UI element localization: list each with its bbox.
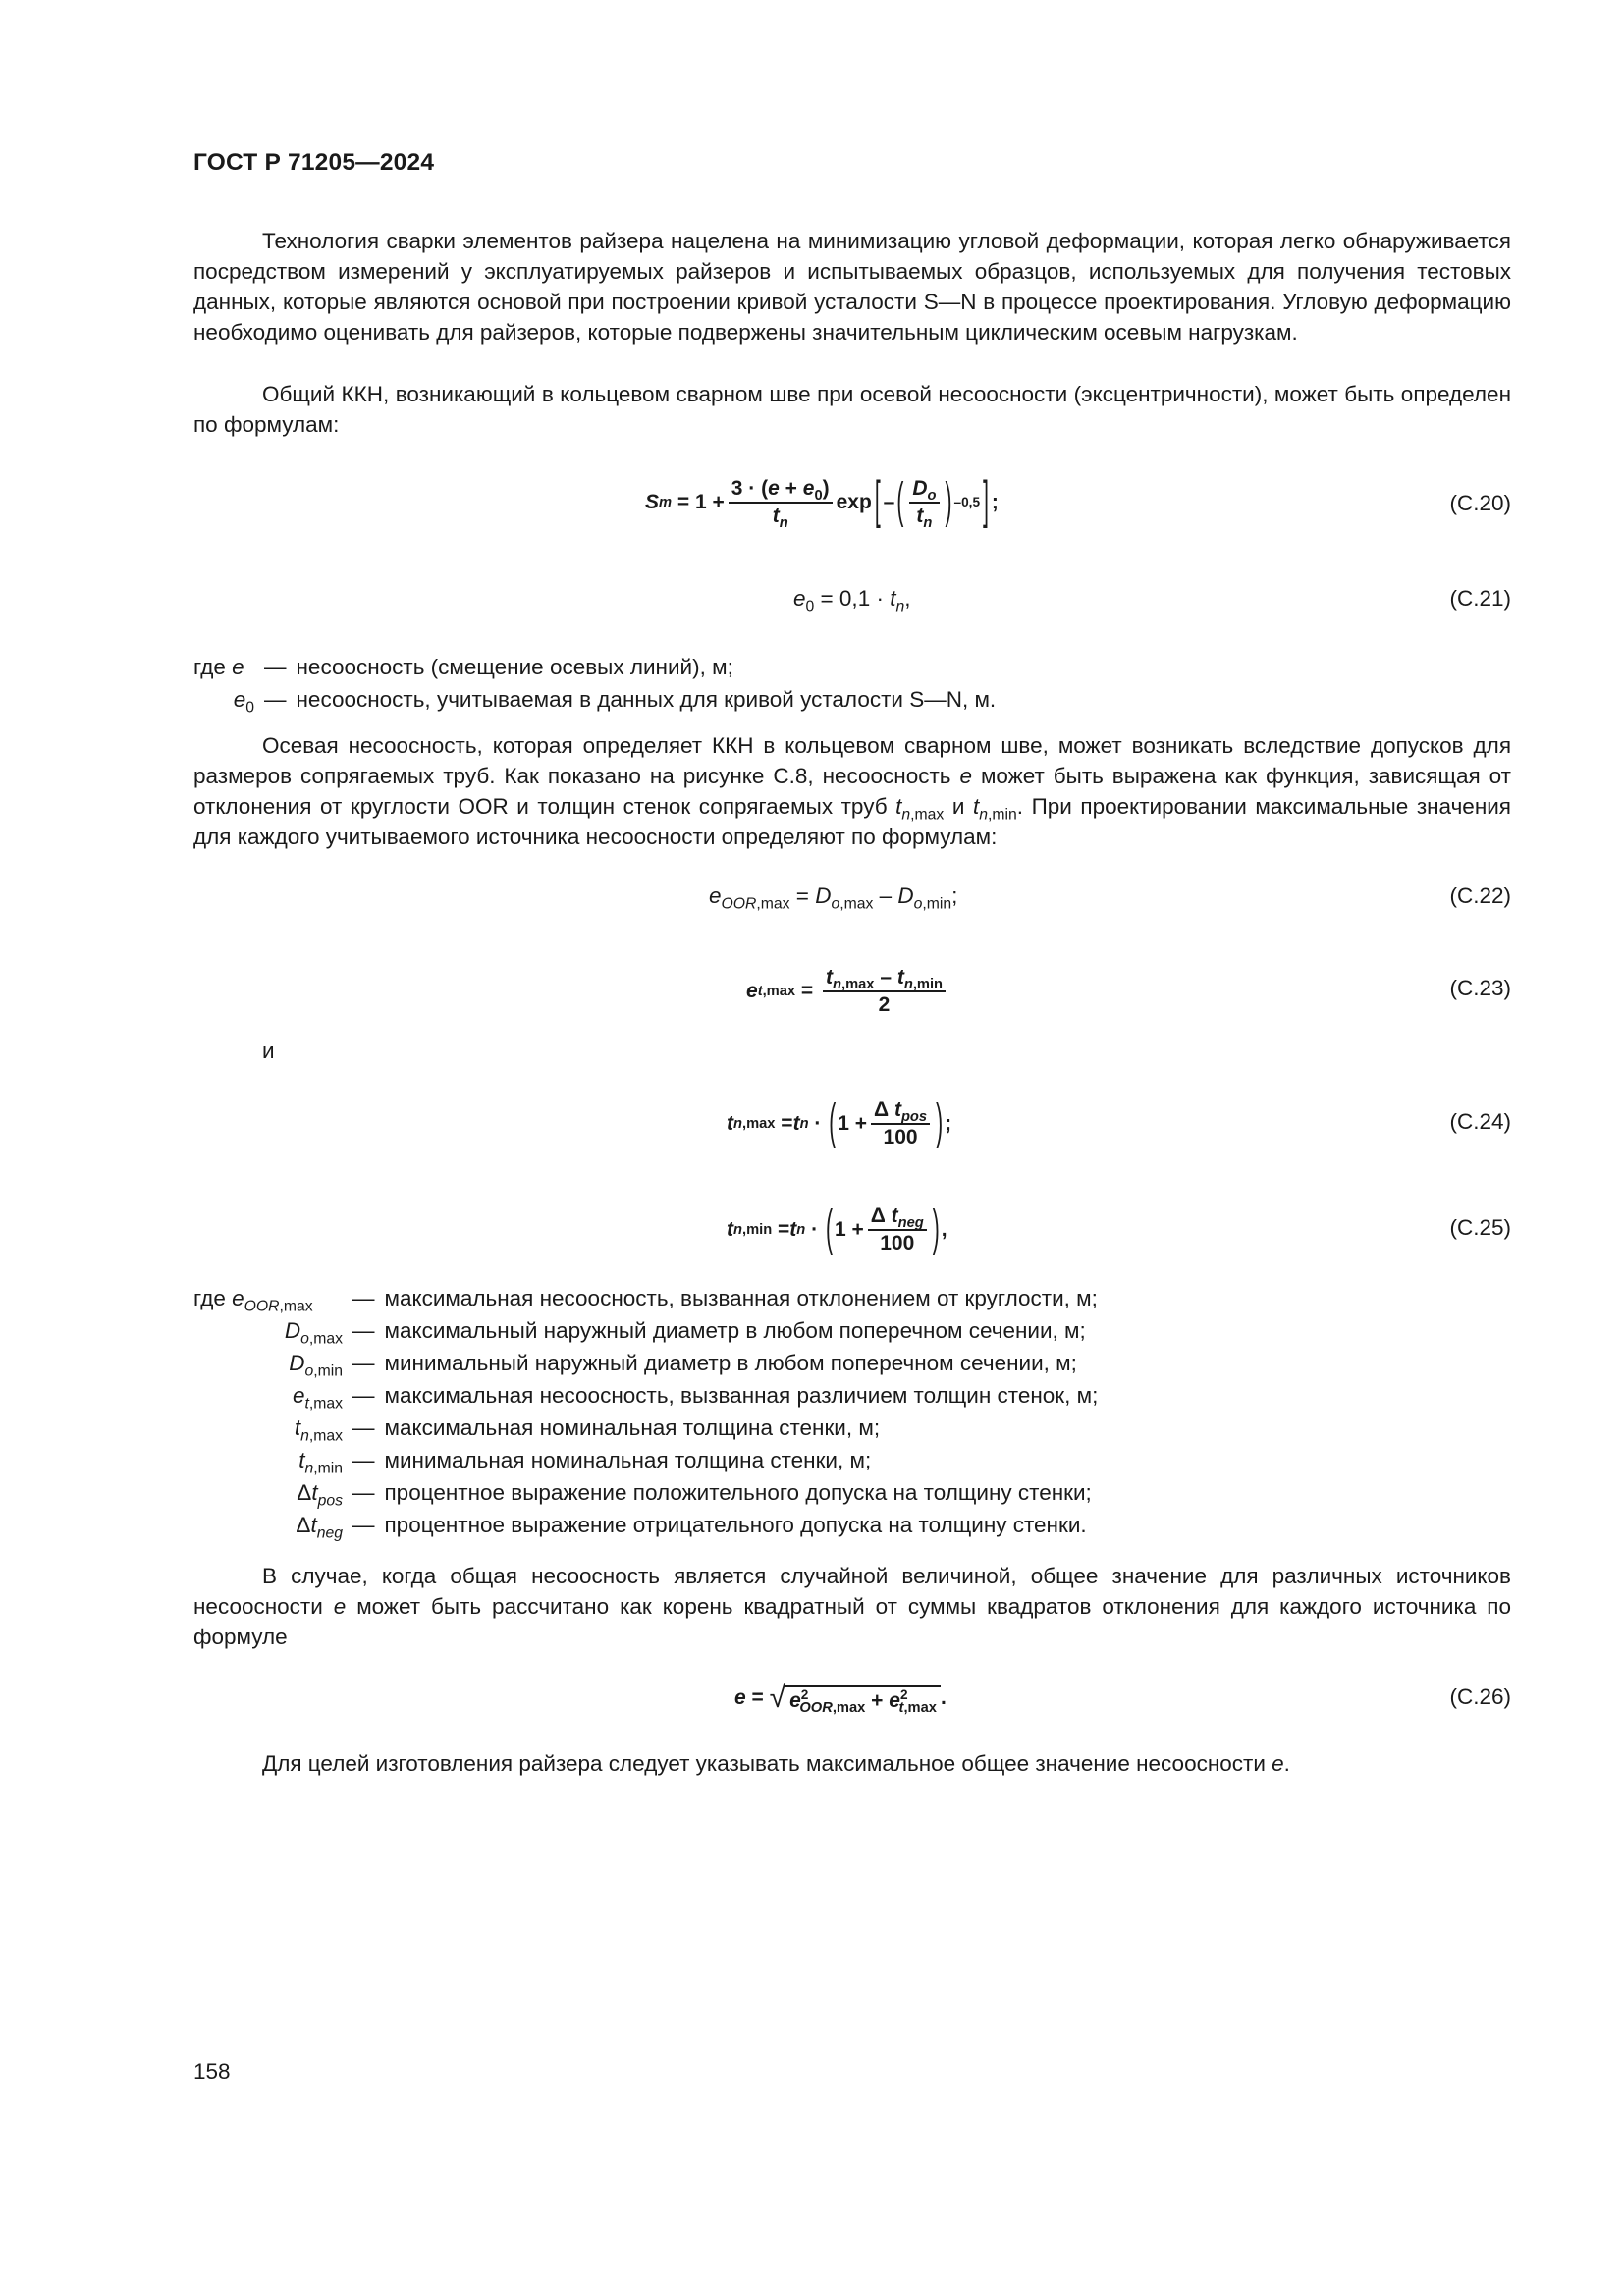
equation-number-c24: (С.24) xyxy=(1449,1109,1511,1134)
where-2-row-tnmin: $t_{n,min}$ — минимальная номинальная толщина стенки, м; xyxy=(193,1444,1098,1476)
formula-c21: $e_0 = 0,1 \cdot t_n$, xyxy=(793,586,911,615)
where-2-desc-3: максимальная несоосность, вызванная различием толщин стенок, м; xyxy=(384,1383,1099,1408)
formula-c26: e = √ $e^2_{OOR,max} + e^2_{t,max}$ . xyxy=(734,1682,947,1717)
where-list-2 xyxy=(193,1282,1098,1541)
where-2-desc-5: минимальная номинальная толщина стенки, м; xyxy=(384,1448,872,1472)
where-1-desc-e: несоосность (смещение осевых линий), м; xyxy=(296,655,733,679)
paragraph-4: В случае, когда общая несоосность является случайной величиной, общее значение для различных источников несоосности e может быть рассчитано как корень квадратный от суммы квадратов отклонения для каждого источника по формуле xyxy=(193,1564,1511,1649)
where-2-row-eoor: где $e_{OOR,max}$ — максимальная несоосность, вызванная отклонением от круглости, м; xyxy=(193,1282,1098,1314)
formula-c23: e t,max = $\frac{t_{n,max} - t_{n,min}}{2}$ xyxy=(746,960,949,1023)
where-1-row-e0: $e_0$ — несоосность, учитываемая в данных для кривой усталости S—N, м. xyxy=(193,683,996,716)
formula-c20: S m = 1 + $\frac{3 \cdot (e + e_0)}{t_n}$ exp [ – ( $\frac{D_o}{t_n}$ ) –0,5 ] ; xyxy=(645,473,999,532)
paragraph-3-text-b: может быть выражена как функция, зависящая от отклонения от круглости OOR и толщин стенок сопрягаемых труб xyxy=(193,764,1511,819)
page-number: 158 xyxy=(193,2059,231,2084)
paragraph-1-text: Технология сварки элементов райзера нацелена на минимизацию угловой деформации, которая легко обнаруживается посредством измерений у эксплуатируемых райзеров и испытываемых образцов, используемых для получения тестовых данных, которые являются основой при построении кривой усталости S—N в процессе проектирования. Угловую деформацию необходимо оценивать для райзеров, которые подвержены значительным циклическим осевым нагрузкам. xyxy=(193,229,1511,345)
formula-c24: t n,max = t n · ( 1 + $\frac{\Delta t_{pos}}{100}$ ) ; xyxy=(727,1095,952,1150)
paragraph-3-text-a: Осевая несоосность, которая определяет ККН в кольцевом сварном шве, может возникать вследствие допусков для размеров сопрягаемых труб. Как показано на рисунке С.8, несоосность xyxy=(193,733,1511,788)
paragraph-5-text-a: Для целей изготовления райзера следует указывать максимальное общее значение несоосности xyxy=(262,1751,1272,1776)
paragraph-3-text-c: и xyxy=(944,794,973,819)
where-1-lead: где xyxy=(193,655,226,679)
equation-number-c22: (С.22) xyxy=(1449,883,1511,908)
equation-number-c25: (С.25) xyxy=(1449,1215,1511,1240)
where-2-desc-7: процентное выражение отрицательного допуска на толщину стенки. xyxy=(384,1513,1087,1537)
where-2-desc-1: максимальный наружный диаметр в любом поперечном сечении, м; xyxy=(384,1318,1086,1343)
where-2-row-domin: $D_{o,min}$ — минимальный наружный диаметр в любом поперечном сечении, м; xyxy=(193,1347,1098,1379)
formula-c25: t n,min = t n · ( 1 + $\frac{\Delta t_{neg}}{100}$ ) , xyxy=(727,1201,947,1256)
formula-c22: $e_{OOR,max} = D_{o,max} - D_{o,min}$; xyxy=(709,883,958,913)
where-2-row-domax: $D_{o,max}$ — максимальный наружный диаметр в любом поперечном сечении, м; xyxy=(193,1314,1098,1347)
paragraph-4-text-a: В случае, когда общая несоосность является случайной величиной, общее значение для различных источников несоосности xyxy=(193,1564,1511,1619)
where-1-desc-e0: несоосность, учитываемая в данных для кривой усталости S—N, м. xyxy=(296,687,997,712)
paragraph-3: Осевая несоосность, которая определяет ККН в кольцевом сварном шве, может возникать вследствие допусков для размеров сопрягаемых труб. Как показано на рисунке С.8, несоосность e может быть выражена как функция, зависящая от отклонения от круглости OOR и толщин стенок сопрягаемых труб $t_{n,max}$ и $t_{n,min}$. При проектировании максимальные значения для каждого учитываемого источника несоосности определяют по формулам: xyxy=(193,733,1511,849)
equation-number-c21: (С.21) xyxy=(1449,586,1511,611)
where-2-desc-0: максимальная несоосность, вызванная отклонением от круглости, м; xyxy=(384,1286,1098,1310)
equation-number-c26: (С.26) xyxy=(1449,1684,1511,1709)
paragraph-1 xyxy=(193,226,1511,347)
paragraph-2 xyxy=(193,379,1511,440)
paragraph-5: Для целей изготовления райзера следует указывать максимальное общее значение несоосности e. xyxy=(262,1751,1290,1776)
where-2-desc-6: процентное выражение положительного допуска на толщину стенки; xyxy=(384,1480,1092,1505)
where-1-row-e: где e — несоосность (смещение осевых линий), м; xyxy=(193,651,996,683)
document-header: ГОСТ Р 71205—2024 xyxy=(193,149,435,176)
paragraph-2-text: Общий ККН, возникающий в кольцевом сварном шве при осевой несоосности (эксцентричности), может быть определен по формулам: xyxy=(193,382,1511,437)
where-2-desc-2: минимальный наружный диаметр в любом поперечном сечении, м; xyxy=(384,1351,1077,1375)
paragraph-5-text-b: . xyxy=(1283,1751,1290,1776)
paragraph-3-text-d: . При проектировании максимальные значения для каждого учитываемого источника несоосности определяют по формулам: xyxy=(193,794,1511,849)
where-2-desc-4: максимальная номинальная толщина стенки, м; xyxy=(384,1415,881,1440)
conjunction-and: и xyxy=(262,1039,275,1063)
where-2-row-dtpos: $\Delta t_{pos}$ — процентное выражение положительного допуска на толщину стенки; xyxy=(193,1476,1098,1509)
equation-number-c23: (С.23) xyxy=(1449,976,1511,1000)
where-2-row-dtneg: $\Delta t_{neg}$ — процентное выражение отрицательного допуска на толщину стенки. xyxy=(193,1509,1098,1541)
where-2-row-tnmax: $t_{n,max}$ — максимальная номинальная толщина стенки, м; xyxy=(193,1412,1098,1444)
where-2-row-etmax: $e_{t,max}$ — максимальная несоосность, вызванная различием толщин стенок, м; xyxy=(193,1379,1098,1412)
where-list-1 xyxy=(193,651,996,716)
equation-number-c20: (С.20) xyxy=(1449,491,1511,515)
paragraph-4-text-b: может быть рассчитано как корень квадратный от суммы квадратов отклонения для каждого источника по формуле xyxy=(193,1594,1511,1649)
where-2-lead: где xyxy=(193,1286,226,1310)
